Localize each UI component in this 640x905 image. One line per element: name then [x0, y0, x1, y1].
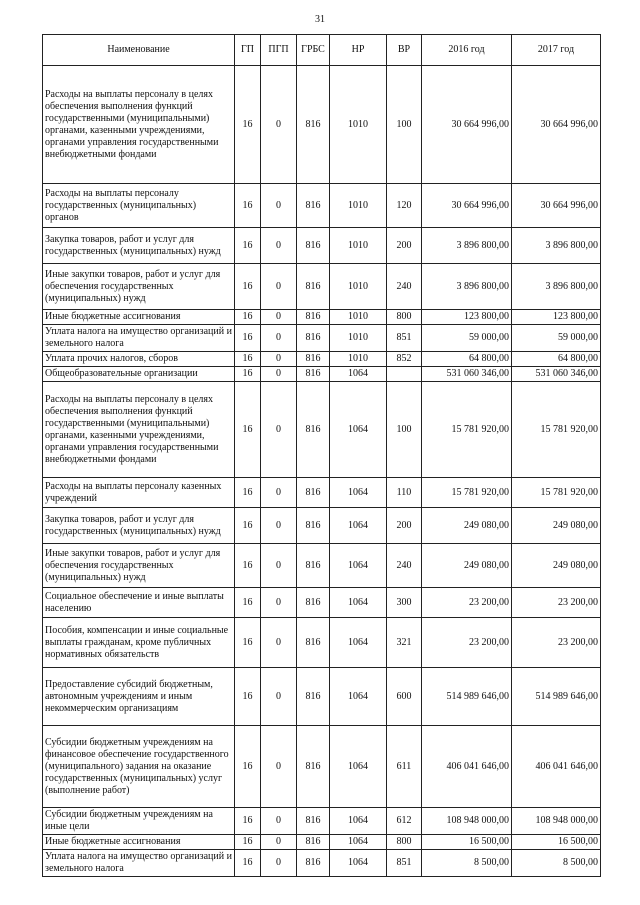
cell-name: Уплата прочих налогов, сборов [43, 352, 235, 367]
cell-vr: 200 [387, 508, 422, 544]
cell-name: Расходы на выплаты персоналу в целях обеспечения выполнения функций государственными (муниципальными) органами, казенными учреждениями, органами управления государственными внебюджетными фондами [43, 66, 235, 184]
cell-grbs: 816 [297, 508, 330, 544]
cell-nr: 1010 [330, 264, 387, 310]
cell-pgp: 0 [261, 228, 297, 264]
cell-nr: 1010 [330, 228, 387, 264]
cell-2017: 249 080,00 [512, 508, 601, 544]
cell-2017: 15 781 920,00 [512, 478, 601, 508]
cell-grbs: 816 [297, 367, 330, 382]
cell-2017: 23 200,00 [512, 588, 601, 618]
cell-grbs: 816 [297, 264, 330, 310]
cell-nr: 1064 [330, 618, 387, 668]
cell-grbs: 816 [297, 808, 330, 835]
cell-pgp: 0 [261, 850, 297, 877]
cell-name: Уплата налога на имущество организаций и земельного налога [43, 850, 235, 877]
cell-pgp: 0 [261, 478, 297, 508]
cell-vr: 851 [387, 850, 422, 877]
table-row [43, 352, 601, 367]
cell-nr: 1010 [330, 325, 387, 352]
header-grbs: ГРБС [297, 35, 330, 66]
cell-vr: 240 [387, 264, 422, 310]
table-row [43, 264, 601, 310]
cell-pgp: 0 [261, 310, 297, 325]
cell-2017: 406 041 646,00 [512, 726, 601, 808]
cell-name: Закупка товаров, работ и услуг для государственных (муниципальных) нужд [43, 228, 235, 264]
cell-gp: 16 [235, 478, 261, 508]
cell-grbs: 816 [297, 850, 330, 877]
cell-2016: 15 781 920,00 [422, 382, 512, 478]
table-row [43, 668, 601, 726]
cell-2016: 8 500,00 [422, 850, 512, 877]
cell-2017: 249 080,00 [512, 544, 601, 588]
cell-nr: 1064 [330, 382, 387, 478]
cell-grbs: 816 [297, 668, 330, 726]
cell-pgp: 0 [261, 544, 297, 588]
cell-pgp: 0 [261, 382, 297, 478]
table-row [43, 835, 601, 850]
cell-name: Иные закупки товаров, работ и услуг для обеспечения государственных (муниципальных) нужд [43, 264, 235, 310]
cell-name: Расходы на выплаты персоналу в целях обеспечения выполнения функций государственными (муниципальными) органами, казенными учреждениями, органами управления государственными внебюджетными фондами [43, 382, 235, 478]
cell-2016: 30 664 996,00 [422, 66, 512, 184]
cell-nr: 1064 [330, 478, 387, 508]
cell-vr: 600 [387, 668, 422, 726]
cell-2016: 64 800,00 [422, 352, 512, 367]
cell-2016: 3 896 800,00 [422, 264, 512, 310]
cell-nr: 1064 [330, 367, 387, 382]
cell-pgp: 0 [261, 808, 297, 835]
cell-pgp: 0 [261, 668, 297, 726]
cell-vr: 300 [387, 588, 422, 618]
cell-pgp: 0 [261, 367, 297, 382]
cell-pgp: 0 [261, 588, 297, 618]
cell-nr: 1010 [330, 66, 387, 184]
header-nr: НР [330, 35, 387, 66]
cell-2016: 249 080,00 [422, 544, 512, 588]
cell-name: Уплата налога на имущество организаций и земельного налога [43, 325, 235, 352]
cell-gp: 16 [235, 588, 261, 618]
cell-grbs: 816 [297, 726, 330, 808]
cell-2016: 406 041 646,00 [422, 726, 512, 808]
cell-2016: 59 000,00 [422, 325, 512, 352]
cell-grbs: 816 [297, 835, 330, 850]
cell-pgp: 0 [261, 325, 297, 352]
table-row [43, 66, 601, 184]
cell-grbs: 816 [297, 228, 330, 264]
cell-nr: 1064 [330, 544, 387, 588]
cell-2017: 123 800,00 [512, 310, 601, 325]
cell-nr: 1064 [330, 808, 387, 835]
cell-vr: 800 [387, 310, 422, 325]
cell-name: Пособия, компенсации и иные социальные выплаты гражданам, кроме публичных нормативных обязательств [43, 618, 235, 668]
cell-2016: 123 800,00 [422, 310, 512, 325]
cell-name: Общеобразовательные организации [43, 367, 235, 382]
cell-grbs: 816 [297, 382, 330, 478]
cell-grbs: 816 [297, 544, 330, 588]
cell-pgp: 0 [261, 264, 297, 310]
cell-name: Расходы на выплаты персоналу казенных учреждений [43, 478, 235, 508]
cell-pgp: 0 [261, 508, 297, 544]
table-row [43, 228, 601, 264]
table-row [43, 382, 601, 478]
cell-gp: 16 [235, 310, 261, 325]
cell-gp: 16 [235, 726, 261, 808]
cell-2017: 30 664 996,00 [512, 66, 601, 184]
cell-2017: 514 989 646,00 [512, 668, 601, 726]
cell-name: Иные бюджетные ассигнования [43, 835, 235, 850]
cell-gp: 16 [235, 618, 261, 668]
cell-2016: 23 200,00 [422, 618, 512, 668]
table-header-row [43, 35, 601, 66]
cell-vr: 110 [387, 478, 422, 508]
cell-vr: 852 [387, 352, 422, 367]
cell-grbs: 816 [297, 325, 330, 352]
cell-nr: 1010 [330, 352, 387, 367]
cell-nr: 1064 [330, 835, 387, 850]
cell-name: Иные бюджетные ассигнования [43, 310, 235, 325]
cell-2016: 249 080,00 [422, 508, 512, 544]
table-row [43, 726, 601, 808]
cell-gp: 16 [235, 184, 261, 228]
table-row [43, 808, 601, 835]
header-pgp: ПГП [261, 35, 297, 66]
cell-2016: 3 896 800,00 [422, 228, 512, 264]
cell-pgp: 0 [261, 184, 297, 228]
cell-pgp: 0 [261, 66, 297, 184]
table-row [43, 367, 601, 382]
table-row [43, 850, 601, 877]
cell-nr: 1010 [330, 310, 387, 325]
cell-nr: 1064 [330, 850, 387, 877]
cell-grbs: 816 [297, 588, 330, 618]
cell-gp: 16 [235, 325, 261, 352]
cell-name: Субсидии бюджетным учреждениям на иные цели [43, 808, 235, 835]
cell-grbs: 816 [297, 478, 330, 508]
cell-2016: 16 500,00 [422, 835, 512, 850]
cell-gp: 16 [235, 367, 261, 382]
cell-vr: 612 [387, 808, 422, 835]
page-number: 31 [315, 14, 325, 25]
cell-2017: 23 200,00 [512, 618, 601, 668]
table-row [43, 618, 601, 668]
cell-gp: 16 [235, 544, 261, 588]
cell-name: Расходы на выплаты персоналу государственных (муниципальных) органов [43, 184, 235, 228]
cell-nr: 1064 [330, 588, 387, 618]
cell-vr: 800 [387, 835, 422, 850]
table-row [43, 478, 601, 508]
header-2017: 2017 год [512, 35, 601, 66]
cell-gp: 16 [235, 382, 261, 478]
cell-name: Предоставление субсидий бюджетным, автономным учреждениям и иным некоммерческим организациям [43, 668, 235, 726]
budget-table [42, 34, 601, 877]
cell-grbs: 816 [297, 310, 330, 325]
cell-grbs: 816 [297, 184, 330, 228]
cell-pgp: 0 [261, 618, 297, 668]
cell-name: Иные закупки товаров, работ и услуг для обеспечения государственных (муниципальных) нужд [43, 544, 235, 588]
cell-grbs: 816 [297, 66, 330, 184]
cell-2017: 59 000,00 [512, 325, 601, 352]
cell-name: Субсидии бюджетным учреждениям на финансовое обеспечение государственного (муниципального) задания на оказание государственных (муниципальных) услуг (выполнение работ) [43, 726, 235, 808]
cell-gp: 16 [235, 264, 261, 310]
cell-2017: 108 948 000,00 [512, 808, 601, 835]
cell-vr: 851 [387, 325, 422, 352]
table-row [43, 184, 601, 228]
cell-nr: 1064 [330, 726, 387, 808]
table-row [43, 325, 601, 352]
cell-gp: 16 [235, 508, 261, 544]
cell-pgp: 0 [261, 835, 297, 850]
cell-2017: 3 896 800,00 [512, 264, 601, 310]
cell-2016: 531 060 346,00 [422, 367, 512, 382]
cell-grbs: 816 [297, 352, 330, 367]
table-row [43, 588, 601, 618]
cell-2017: 531 060 346,00 [512, 367, 601, 382]
cell-grbs: 816 [297, 618, 330, 668]
cell-vr: 240 [387, 544, 422, 588]
cell-gp: 16 [235, 352, 261, 367]
cell-vr: 321 [387, 618, 422, 668]
cell-name: Социальное обеспечение и иные выплаты населению [43, 588, 235, 618]
cell-vr: 200 [387, 228, 422, 264]
cell-2017: 16 500,00 [512, 835, 601, 850]
header-vr: ВР [387, 35, 422, 66]
cell-gp: 16 [235, 835, 261, 850]
cell-2016: 108 948 000,00 [422, 808, 512, 835]
cell-2017: 3 896 800,00 [512, 228, 601, 264]
cell-2016: 15 781 920,00 [422, 478, 512, 508]
cell-nr: 1010 [330, 184, 387, 228]
cell-vr [387, 367, 422, 382]
cell-pgp: 0 [261, 352, 297, 367]
cell-2017: 30 664 996,00 [512, 184, 601, 228]
cell-pgp: 0 [261, 726, 297, 808]
header-name: Наименование [43, 35, 235, 66]
cell-vr: 611 [387, 726, 422, 808]
cell-2016: 514 989 646,00 [422, 668, 512, 726]
cell-nr: 1064 [330, 668, 387, 726]
cell-gp: 16 [235, 668, 261, 726]
cell-2016: 30 664 996,00 [422, 184, 512, 228]
cell-vr: 100 [387, 382, 422, 478]
table-body [43, 66, 601, 877]
cell-vr: 100 [387, 66, 422, 184]
header-gp: ГП [235, 35, 261, 66]
cell-vr: 120 [387, 184, 422, 228]
header-2016: 2016 год [422, 35, 512, 66]
cell-2016: 23 200,00 [422, 588, 512, 618]
cell-2017: 64 800,00 [512, 352, 601, 367]
cell-gp: 16 [235, 66, 261, 184]
cell-gp: 16 [235, 850, 261, 877]
cell-2017: 15 781 920,00 [512, 382, 601, 478]
cell-2017: 8 500,00 [512, 850, 601, 877]
cell-nr: 1064 [330, 508, 387, 544]
cell-gp: 16 [235, 808, 261, 835]
cell-name: Закупка товаров, работ и услуг для государственных (муниципальных) нужд [43, 508, 235, 544]
table-row [43, 310, 601, 325]
cell-gp: 16 [235, 228, 261, 264]
table-row [43, 544, 601, 588]
table-row [43, 508, 601, 544]
